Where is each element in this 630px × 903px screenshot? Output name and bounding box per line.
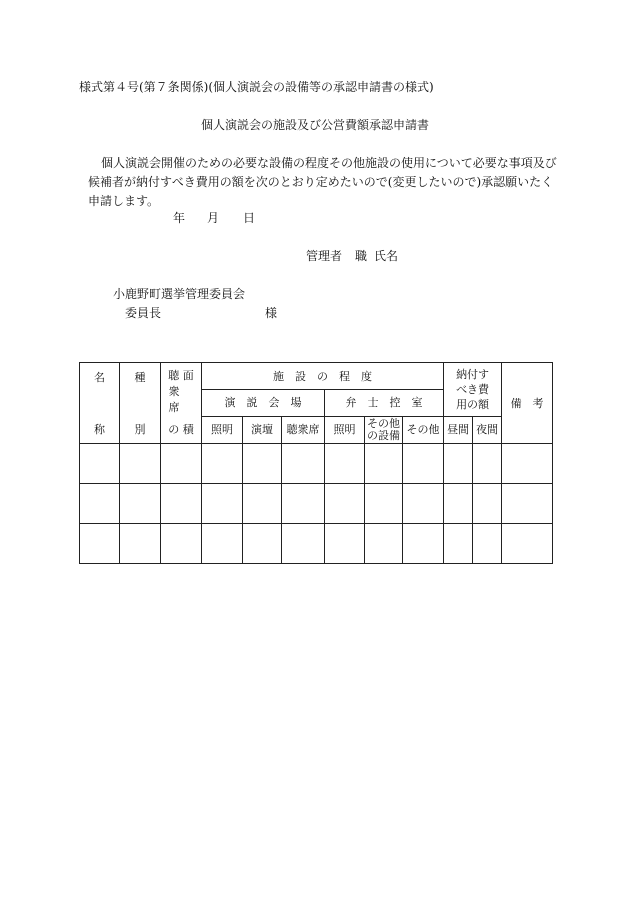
- fee-day-header: 昼間: [444, 416, 473, 443]
- table-cell[interactable]: [502, 444, 553, 484]
- table-cell[interactable]: [80, 524, 120, 564]
- area-header-6: 積: [182, 423, 194, 436]
- date-year-label: 年: [173, 211, 186, 225]
- table-cell[interactable]: [80, 484, 120, 524]
- table-cell[interactable]: [202, 524, 243, 564]
- table-cell[interactable]: [444, 484, 473, 524]
- table-cell[interactable]: [473, 444, 502, 484]
- table-cell[interactable]: [120, 524, 161, 564]
- waiting-light-header: 照明: [325, 416, 365, 443]
- table-cell[interactable]: [365, 484, 403, 524]
- type-header-bottom: 別: [134, 423, 146, 436]
- waiting-room-header: 弁 士 控 室: [325, 390, 444, 416]
- remarks-header: 備 考: [502, 363, 553, 444]
- table-cell[interactable]: [325, 444, 365, 484]
- table-cell[interactable]: [161, 444, 202, 484]
- table-cell[interactable]: [80, 444, 120, 484]
- body-line-3: 申請します。: [88, 194, 160, 208]
- addressee-honorific: 様: [265, 306, 278, 320]
- name-header-bottom: 称: [94, 423, 105, 436]
- table-row: [80, 444, 553, 484]
- venue-header: 演 説 会 場: [202, 390, 325, 416]
- date-day-label: 日: [243, 211, 256, 225]
- table-cell[interactable]: [325, 524, 365, 564]
- waiting-other-header: その他: [403, 416, 444, 443]
- table-row: [80, 484, 553, 524]
- table-cell[interactable]: [282, 444, 325, 484]
- area-header-4: 席: [168, 401, 180, 414]
- table-cell[interactable]: [365, 524, 403, 564]
- table-cell[interactable]: [473, 524, 502, 564]
- table-cell[interactable]: [282, 484, 325, 524]
- table-cell[interactable]: [120, 444, 161, 484]
- table-cell[interactable]: [502, 524, 553, 564]
- name-header-cell: [80, 363, 120, 444]
- fee-header-2: べき費: [456, 382, 490, 396]
- body-line-1: 個人演説会開催のための必要な設備の程度その他施設の使用について必要な事項及び: [101, 156, 557, 170]
- table-cell[interactable]: [243, 524, 282, 564]
- table-cell[interactable]: [473, 484, 502, 524]
- table-cell[interactable]: [444, 444, 473, 484]
- application-table: [79, 362, 553, 564]
- waiting-other-equipment-1: その他: [367, 416, 400, 430]
- table-cell[interactable]: [161, 484, 202, 524]
- table-cell[interactable]: [403, 444, 444, 484]
- table-cell[interactable]: [502, 484, 553, 524]
- fee-header-1: 納付す: [456, 367, 490, 381]
- table-row: [80, 524, 553, 564]
- waiting-other-equipment-2: の設備: [367, 428, 400, 442]
- table-cell[interactable]: [202, 444, 243, 484]
- table-cell[interactable]: [325, 484, 365, 524]
- table-cell[interactable]: [202, 484, 243, 524]
- date-month-label: 月: [207, 211, 220, 225]
- facility-header: 施 設 の 程 度: [202, 363, 444, 390]
- area-header-2: 面: [182, 369, 194, 382]
- table-cell[interactable]: [365, 444, 403, 484]
- area-header-1: 聴: [168, 369, 180, 382]
- form-number: 様式第４号(第７条関係)(個人演説会の設備等の承認申請書の様式): [79, 80, 434, 94]
- name-header-top: 名: [94, 371, 105, 384]
- table-cell[interactable]: [403, 484, 444, 524]
- waiting-other-equipment-header: [365, 416, 403, 443]
- manager-label: 管理者: [306, 249, 343, 263]
- venue-podium-header: 演壇: [243, 416, 282, 443]
- area-header-cell: [161, 363, 202, 444]
- addressee-organization: 小鹿野町選挙管理委員会: [113, 287, 246, 301]
- table-cell[interactable]: [243, 444, 282, 484]
- table-cell[interactable]: [243, 484, 282, 524]
- addressee-chair: 委員長: [125, 306, 162, 320]
- fee-header-cell: [444, 363, 502, 417]
- table-cell[interactable]: [161, 524, 202, 564]
- manager-title-label: 職: [355, 249, 368, 263]
- body-line-2: 候補者が納付すべき費用の額を次のとおり定めたいので(変更したいので)承認願いたく: [88, 175, 554, 189]
- area-header-5: の: [168, 423, 180, 436]
- type-header-top: 種: [134, 371, 146, 384]
- venue-seats-header: 聴衆席: [282, 416, 325, 443]
- area-header-3: 衆: [168, 385, 180, 398]
- manager-name-label: 氏名: [374, 249, 399, 263]
- fee-header-3: 用の額: [456, 397, 490, 411]
- table-cell[interactable]: [120, 484, 161, 524]
- table-cell[interactable]: [282, 524, 325, 564]
- table-cell[interactable]: [403, 524, 444, 564]
- document-title: 個人演説会の施設及び公営費額承認申請書: [200, 118, 429, 132]
- table-cell[interactable]: [444, 524, 473, 564]
- venue-light-header: 照明: [202, 416, 243, 443]
- fee-night-header: 夜間: [473, 416, 502, 443]
